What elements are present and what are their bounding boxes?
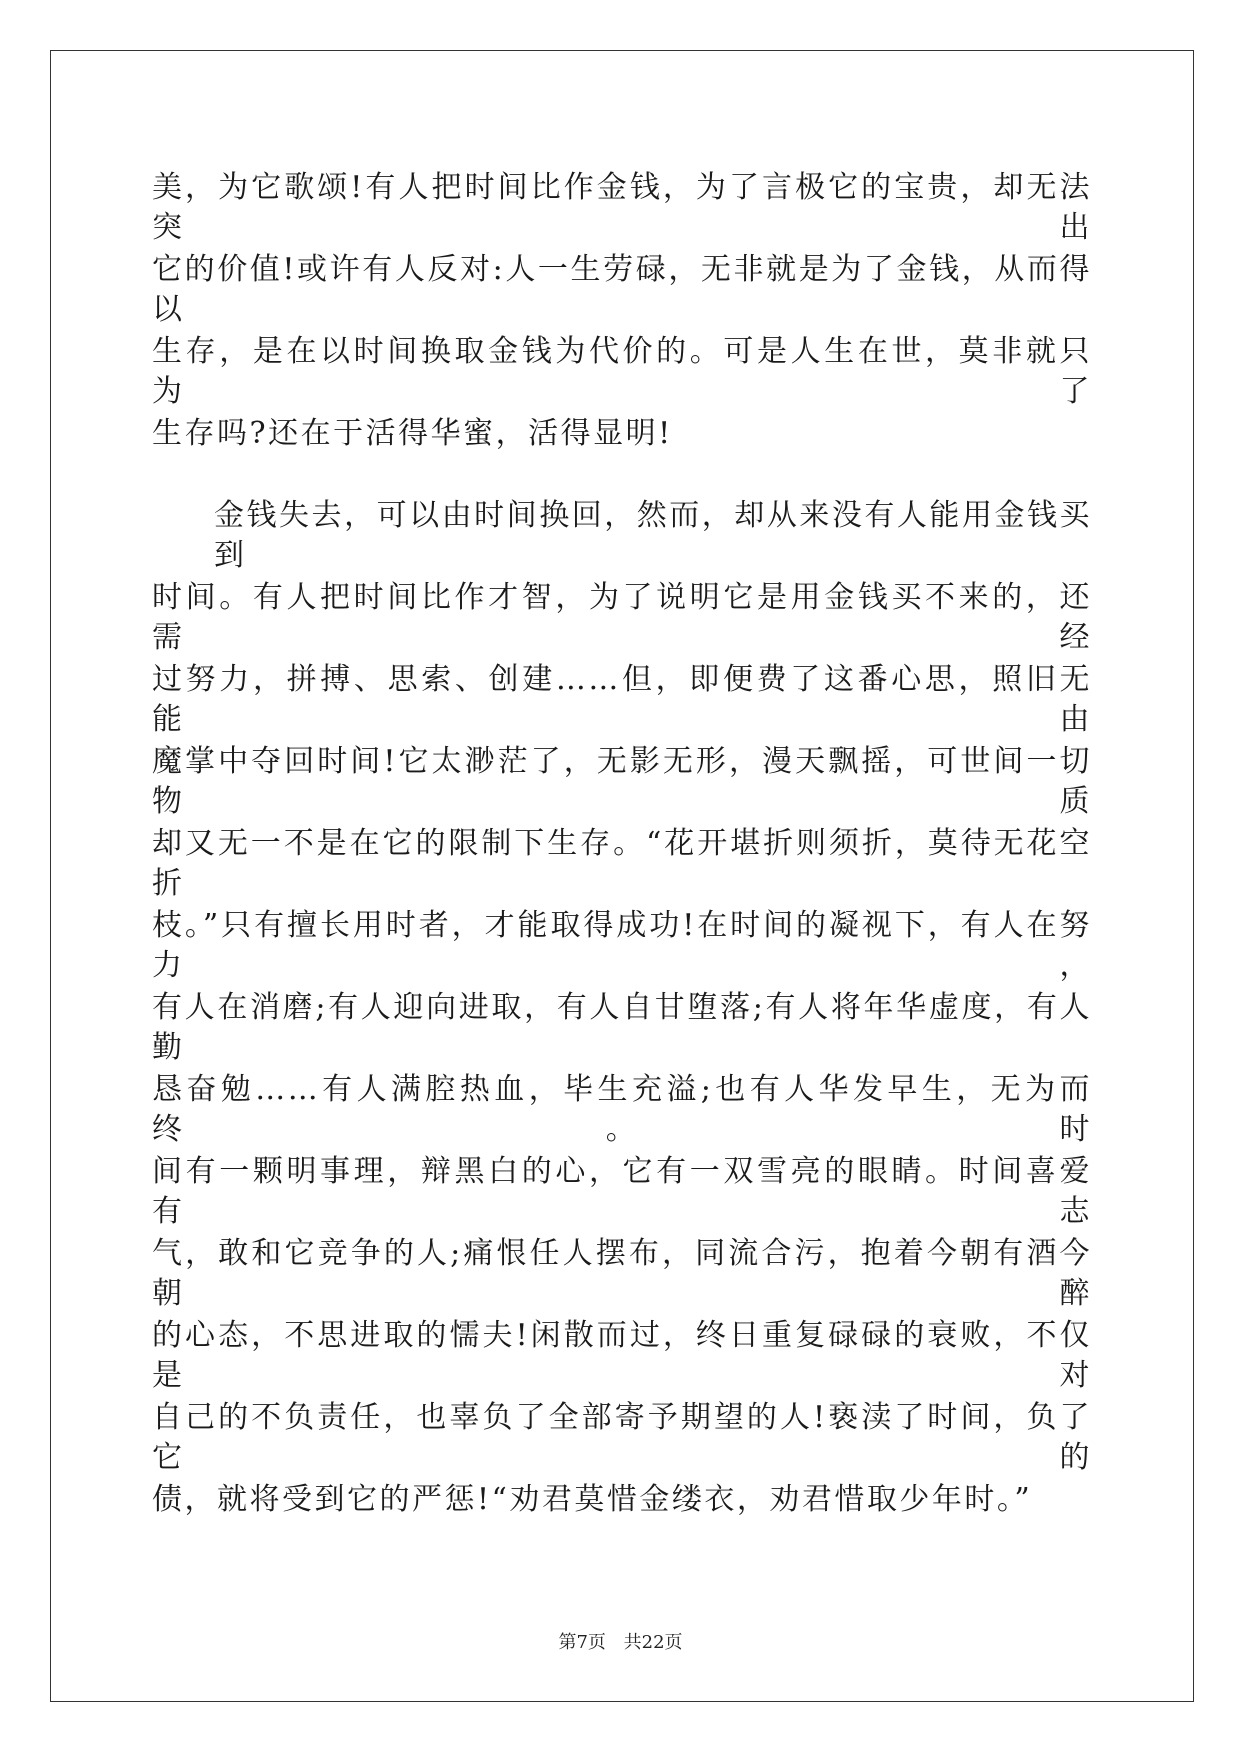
text-line-17: 债，就将受到它的严惩!“劝君莫惜金缕衣，劝君惜取少年时。”	[152, 1482, 1033, 1517]
text-line-6: 时间。有人把时间比作才智，为了说明它是用金钱买不来的，还需经	[152, 580, 1092, 655]
text-line-7: 过努力，拼搏、思索、创建……但，即便费了这番心思，照旧无能由	[152, 662, 1092, 737]
text-line-13: 间有一颗明事理，辩黑白的心，它有一双雪亮的眼睛。时间喜爱有志	[152, 1154, 1092, 1229]
text-line-4: 生存吗?还在于活得华蜜，活得显明!	[152, 416, 673, 451]
text-line-16: 自己的不负责任，也辜负了全部寄予期望的人!亵渎了时间，负了它的	[152, 1400, 1092, 1475]
text-line-8: 魔掌中夺回时间!它太渺茫了，无影无形，漫天飘摇，可世间一切物质	[152, 744, 1092, 819]
text-line-14: 气，敢和它竞争的人;痛恨任人摆布，同流合污，抱着今朝有酒今朝醉	[152, 1236, 1092, 1311]
page-total: 共22页	[623, 1632, 683, 1653]
text-line-9: 却又无一不是在它的限制下生存。“花开堪折则须折，莫待无花空折	[152, 826, 1092, 901]
text-line-12: 恳奋勉……有人满腔热血，毕生充溢;也有人华发早生，无为而终。时	[152, 1072, 1092, 1147]
text-line-5: 金钱失去，可以由时间换回，然而，却从来没有人能用金钱买到	[214, 498, 1092, 573]
text-line-10: 枝。”只有擅长用时者，才能取得成功!在时间的凝视下，有人在努力，	[152, 908, 1092, 983]
page-number: 第7页	[558, 1632, 606, 1653]
text-line-1: 美，为它歌颂!有人把时间比作金钱，为了言极它的宝贵，却无法突出	[152, 170, 1092, 245]
text-line-11: 有人在消磨;有人迎向进取，有人自甘堕落;有人将年华虚度，有人勤	[152, 990, 1092, 1065]
text-line-3: 生存，是在以时间换取金钱为代价的。可是人生在世，莫非就只为了	[152, 334, 1092, 409]
text-line-2: 它的价值!或许有人反对:人一生劳碌，无非就是为了金钱，从而得以	[152, 252, 1092, 327]
page-footer	[0, 1628, 1241, 1654]
text-line-15: 的心态，不思进取的懦夫!闲散而过，终日重复碌碌的衰败，不仅是对	[152, 1318, 1092, 1393]
document-body	[152, 168, 1092, 1562]
